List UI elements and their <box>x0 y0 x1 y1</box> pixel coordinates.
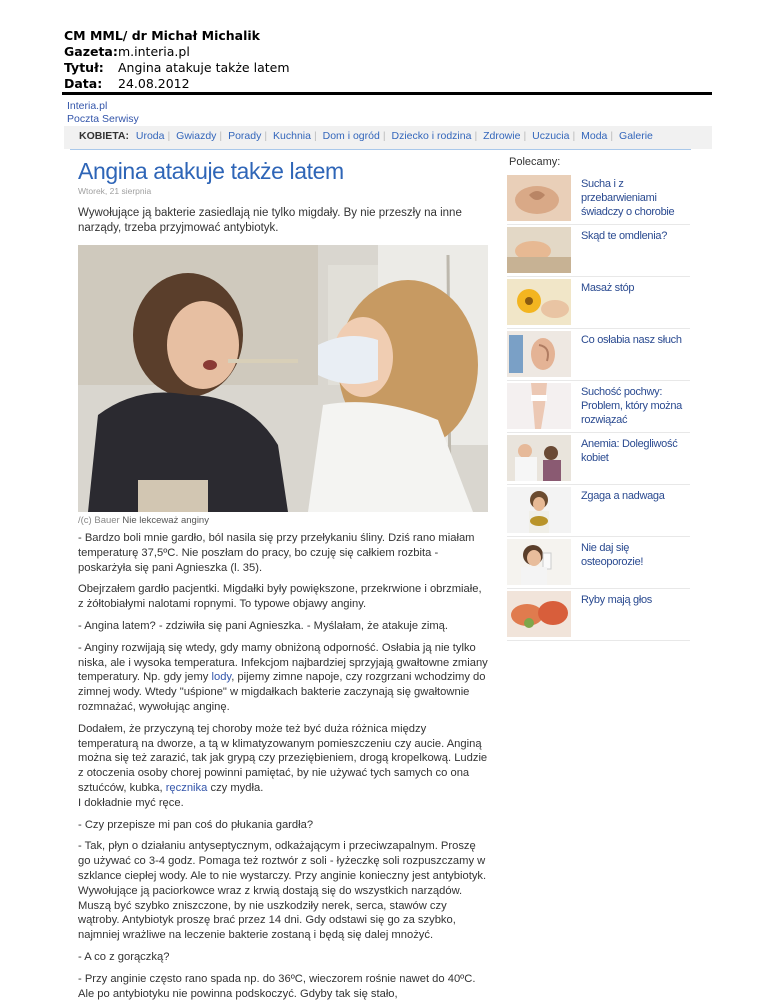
article-paragraph: - Anginy rozwijają się wtedy, gdy mamy obniżoną odporność. Osłabia ją nie tylko niska, ale i wysoka temperatura. Infekcjom najbardziej sprzyjają gwałtowne zmiany temperatury. Np. gdy jemy lody, pijemy zimne napoje, czy rozgrzani wchodzimy do zimnej wody. Wtedy "uśpione" w migdałkach bakterie zaczynają się gwałtownie rozmnażać, wywołując anginę. <box>78 641 488 713</box>
recommended-item[interactable] <box>507 225 690 277</box>
doctor-photo-icon[interactable] <box>507 435 571 481</box>
category-nav: KOBIETA: Uroda | Gwiazdy | Porady | Kuchnia | Dom i ogród | Dziecko i rodzina | Zdrowie | Uczucia | Moda | Galerie <box>79 130 653 142</box>
recommended-item[interactable] <box>507 589 690 641</box>
article-paragraph: Dodałem, że przyczyną tej choroby może też być duża różnica między temperaturą na dworze, a tą w klimatyzowanym pomieszczeniu czy aucie. Anginą można się też zarazić, tak jak grypą czy przeziębieniem, drogą kropelkową. Ludzie z otoczenia osoby chorej powinni pamiętać, by nie używać tych samych co ona sztućców, kubka, ręcznika czy mydła. I dokładnie myć ręce. <box>78 722 488 809</box>
article-lead: Wywołujące ją bakterie zasiedlają nie tylko migdały. By nie przeszły na inne narządy, trzeba przyjmować antybiotyk. <box>78 207 462 234</box>
article-paragraph: - Tak, płyn o działaniu antyseptycznym, odkażającym i przeciwzapalnym. Proszę go używać co 3-4 godz. Pomaga też roztwór z soli - łyżeczkę soli rozpuszczamy w szklance ciepłej wody. Ale to nie wystarczy. Przy anginie konieczny jest antybiotyk. Wywołujące ją paciorkowce wraz z krwią dostają się do wszystkich narządów. Muszą być szybko zniszczone, by nie uszkodziły nerek, serca, stawów czy wątroby. Antybiotyk proszę brać przez 14 dni. Gdy odstawi się go za szybko, najmniej wrażliwe na leczenie bakterie zostaną i będą się dalej mnożyć. <box>78 840 487 942</box>
photo-caption <box>78 515 209 526</box>
recommended-item[interactable] <box>507 277 690 329</box>
link-lody[interactable]: lody <box>211 671 232 684</box>
milk-photo-icon[interactable] <box>507 539 571 585</box>
portal-mail-link[interactable]: Poczta Serwisy <box>67 113 139 125</box>
clipping-row: Tytuł: Angina atakuje także latem <box>64 60 290 75</box>
fainting-photo-icon[interactable] <box>507 227 571 273</box>
recommended-title[interactable]: Suchość pochwy: Problem, który można rozwiązać <box>581 386 682 426</box>
article-title: Angina atakuje także latem <box>78 158 344 184</box>
nav-link-gwiazdy[interactable]: Gwiazdy <box>176 130 217 142</box>
photo-caption-text: Nie lekceważ anginy <box>122 515 209 526</box>
clipping-author: CM MML/ dr Michał Michalik <box>64 28 260 43</box>
article-body <box>78 531 488 1008</box>
fish-photo-icon[interactable] <box>507 591 571 637</box>
ear-photo-icon[interactable] <box>507 331 571 377</box>
article-paragraph: - Czy przepisze mi pan coś do płukania gardła? <box>78 818 314 831</box>
nav-link-galerie[interactable]: Galerie <box>619 130 653 142</box>
flower-photo-icon[interactable] <box>507 279 571 325</box>
clipping-row: Data: 24.08.2012 <box>64 76 190 91</box>
recommended-title[interactable]: Skąd te omdlenia? <box>581 230 668 242</box>
nav-link-porady[interactable]: Porady <box>228 130 262 142</box>
portal-links <box>67 100 139 126</box>
recommended-title[interactable]: Masaż stóp <box>581 282 635 294</box>
photo-credit: /(c) Bauer <box>78 515 120 526</box>
article-paragraph: - Angina latem? - zdziwiła się pani Agnieszka. - Myślałam, że atakuje zimą. <box>78 619 448 632</box>
recommended-title[interactable]: Nie daj się osteoporozie! <box>581 542 644 568</box>
recommended-item[interactable] <box>507 173 690 225</box>
recommended-title[interactable]: Co osłabia nasz słuch <box>581 334 682 346</box>
sidebar-heading: Polecamy: <box>509 156 561 168</box>
article-paragraph: - Bardzo boli mnie gardło, ból nasila się przy przełykaniu śliny. Dziś rano miałam temperaturę 37,5ºC. Nie poszłam do pracy, bo czuję się całkiem rozbita - poskarżyła się pani Agnieszka (l. 35). <box>78 532 475 574</box>
nav-link-dziecko[interactable]: Dziecko i rodzina <box>391 130 472 142</box>
link-recznika[interactable]: ręcznika <box>165 781 208 794</box>
clipping-header <box>64 28 290 92</box>
header-divider <box>62 92 712 95</box>
nav-link-zdrowie[interactable]: Zdrowie <box>483 130 521 142</box>
article-paragraph: - A co z gorączką? <box>78 950 170 963</box>
recommended-item[interactable] <box>507 329 690 381</box>
portal-site-link[interactable]: Interia.pl <box>67 100 108 112</box>
recommended-title[interactable]: Sucha i z przebarwieniami świadczy o chorobie <box>581 178 675 218</box>
eating-photo-icon[interactable] <box>507 487 571 533</box>
recommended-sidebar <box>507 150 690 641</box>
recommended-item[interactable] <box>507 537 690 589</box>
nav-link-uczucia[interactable]: Uczucia <box>532 130 570 142</box>
nav-link-moda[interactable]: Moda <box>581 130 608 142</box>
recommended-item[interactable] <box>507 381 690 433</box>
article-date: Wtorek, 21 sierpnia <box>78 186 152 196</box>
recommended-title[interactable]: Anemia: Dolegliwość kobiet <box>581 438 678 464</box>
body-photo-icon[interactable] <box>507 383 571 429</box>
nav-section-label: KOBIETA: <box>79 130 129 142</box>
recommended-item[interactable] <box>507 485 690 537</box>
article-paragraph: Obejrzałem gardło pacjentki. Migdałki były powiększone, przekrwione i obrzmiałe, z żółtobiałymi nalotami ropnymi. To typowe objawy anginy. <box>78 583 482 611</box>
recommended-title[interactable]: Ryby mają głos <box>581 594 652 606</box>
nav-link-uroda[interactable]: Uroda <box>135 130 165 142</box>
article-photo <box>78 245 488 512</box>
nav-link-dom[interactable]: Dom i ogród <box>322 130 380 142</box>
recommended-item[interactable] <box>507 433 690 485</box>
nav-link-kuchnia[interactable]: Kuchnia <box>273 130 311 142</box>
clipping-row: Gazeta: m.interia.pl <box>64 44 190 59</box>
recommended-title[interactable]: Zgaga a nadwaga <box>581 490 665 502</box>
article-paragraph: - Przy anginie często rano spada np. do 36ºC, wieczorem rośnie nawet do 40ºC. Ale po antybiotyku nie powinna podskoczyć. Gdyby tak się stało, <box>78 972 476 1000</box>
skin-photo-icon[interactable] <box>507 175 571 221</box>
